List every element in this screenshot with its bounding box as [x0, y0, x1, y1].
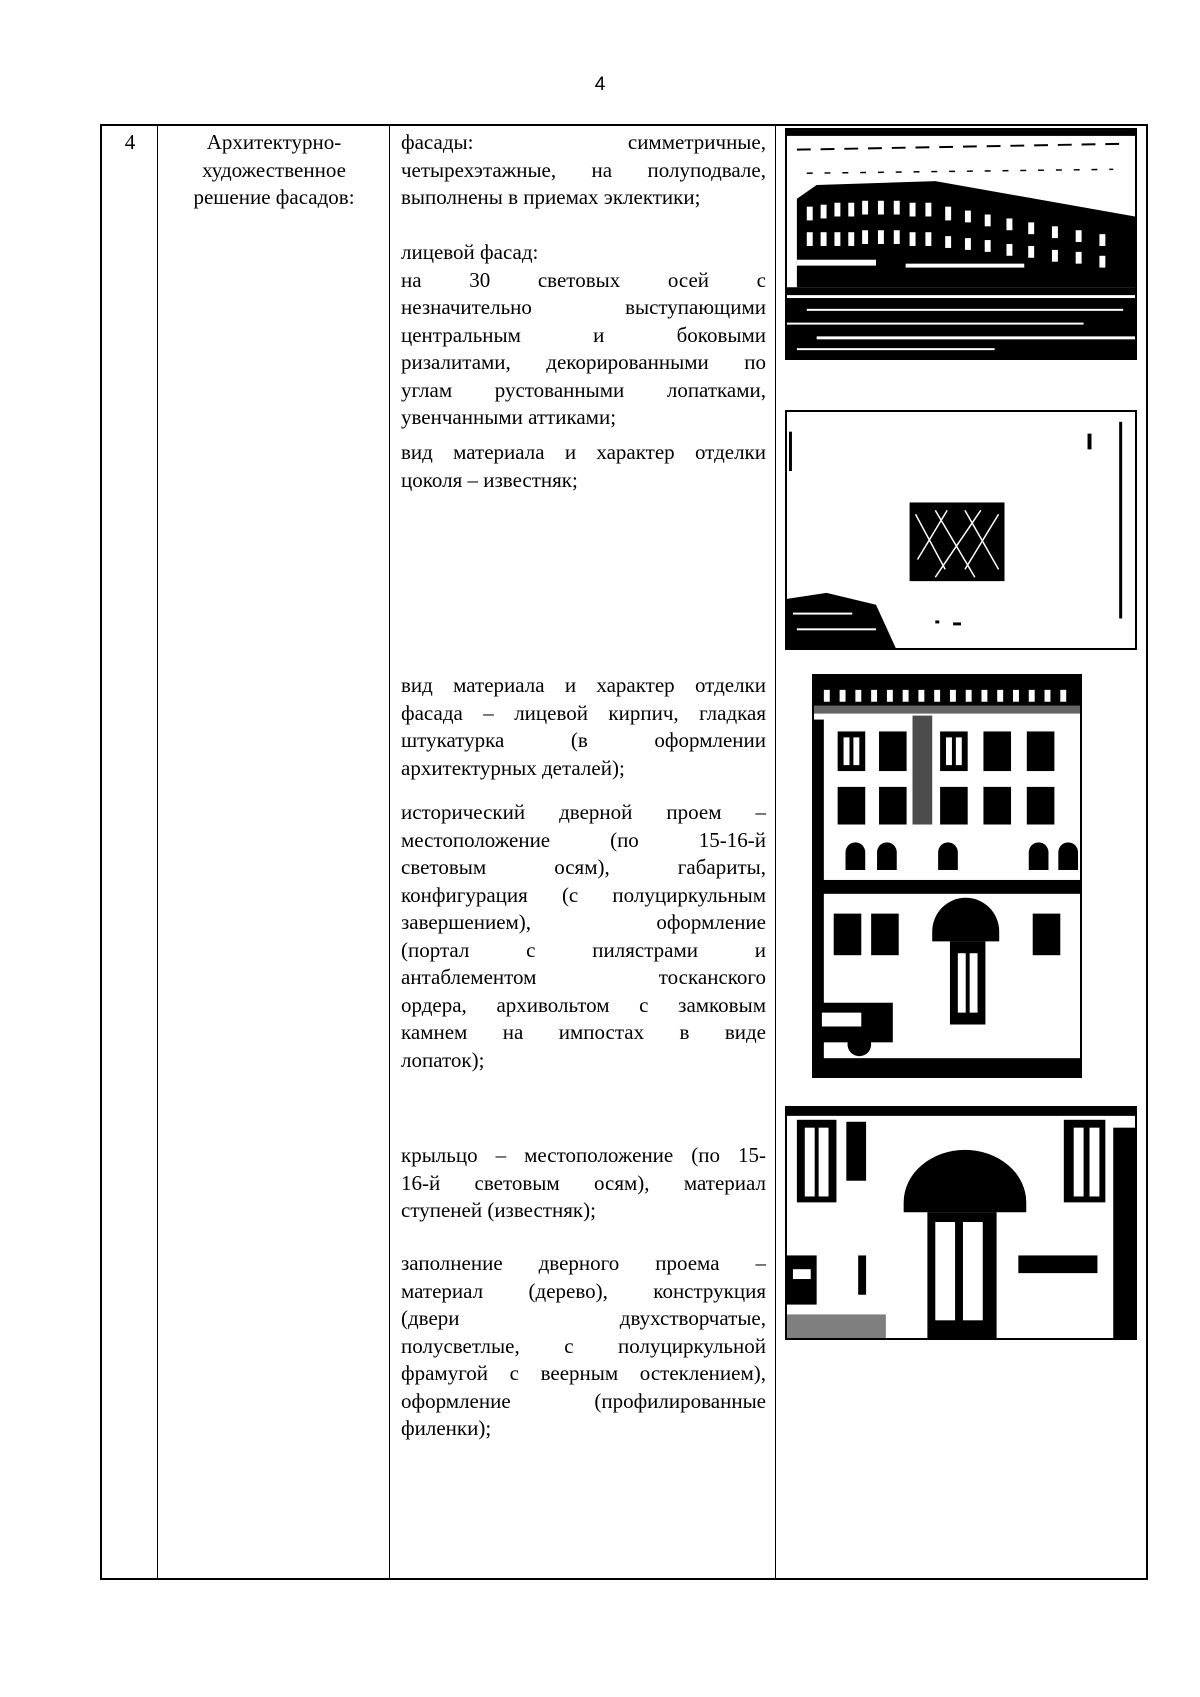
page-number: 4 [594, 74, 606, 95]
section-porch [401, 1142, 766, 1225]
subject-line: художественное [202, 157, 346, 182]
text-line: полусветлые, с полуциркульной [401, 1333, 766, 1358]
text-line: исторический дверной проем – [401, 800, 766, 824]
text-line: ордера, архивольтом с замковым [401, 992, 766, 1017]
text-line: архитектурных деталей); [401, 755, 625, 780]
text-line: (двери двухстворчатые, [401, 1306, 766, 1330]
text-line: местоположение (по 15-16-й [401, 827, 766, 852]
text-line: увенчанными аттиками; [401, 405, 617, 429]
description-table [100, 124, 1148, 1580]
text-line: фасады: симметричные, [401, 130, 766, 154]
subject-line: решение фасадов: [193, 185, 355, 209]
text-line: центральным и боковыми [401, 322, 766, 347]
text-line: незначительно выступающими [401, 295, 766, 319]
text-line: 16-й световым осям), материал [401, 1170, 766, 1195]
text-line: лицевой фасад: [401, 240, 539, 264]
row-description [390, 126, 776, 1578]
text-line: лопаток); [401, 1047, 485, 1072]
text-line: камнем на импостах в виде [401, 1020, 766, 1044]
section-plinth [401, 439, 766, 494]
entrance-door-photo [785, 1106, 1137, 1340]
text-line: материал (дерево), конструкция [401, 1278, 766, 1303]
text-line: заполнение дверного проема – [401, 1251, 766, 1275]
text-line: антаблементом тосканского [401, 965, 766, 989]
section-facades [401, 129, 766, 212]
row-photos [776, 126, 1148, 1578]
text-line: на 30 световых осей с [401, 267, 766, 292]
text-line: ступеней (известняк); [401, 1198, 596, 1222]
text-line: филенки); [401, 1416, 492, 1440]
text-line: конфигурация (с полуциркульным [401, 882, 766, 907]
text-line: световым осям), габариты, [401, 855, 766, 879]
section-door-fill [401, 1250, 766, 1443]
text-line: крыльцо – местоположение (по 15- [401, 1143, 766, 1167]
text-line: ризалитами, декорированными по [401, 350, 766, 374]
text-line: четырехэтажные, на полуподвале, [401, 157, 766, 182]
section-main-facade [401, 239, 766, 432]
facade-photo [812, 674, 1082, 1078]
text-line: завершением), оформление [401, 910, 766, 934]
row-subject [158, 126, 390, 1578]
text-line: фрамугой с веерным остеклением), [401, 1361, 766, 1385]
section-door-opening [401, 799, 766, 1074]
building-panorama-photo [785, 128, 1137, 360]
section-facade-material [401, 672, 766, 782]
text-line: цоколя – известняк; [401, 467, 578, 492]
text-line: штукатурка (в оформлении [401, 728, 766, 752]
row-number: 4 [124, 130, 136, 154]
text-line: (портал с пилястрами и [401, 937, 766, 962]
text-line: углам рустованными лопатками, [401, 377, 766, 402]
text-line: вид материала и характер отделки [401, 673, 766, 697]
subject-line: Архитектурно- [206, 130, 342, 154]
text-line: оформление (профилированные [401, 1388, 766, 1413]
text-line: вид материала и характер отделки [401, 440, 766, 464]
basement-window-photo [785, 410, 1137, 650]
text-line: выполнены в приемах эклектики; [401, 185, 701, 209]
text-line: фасада – лицевой кирпич, гладкая [401, 700, 766, 725]
